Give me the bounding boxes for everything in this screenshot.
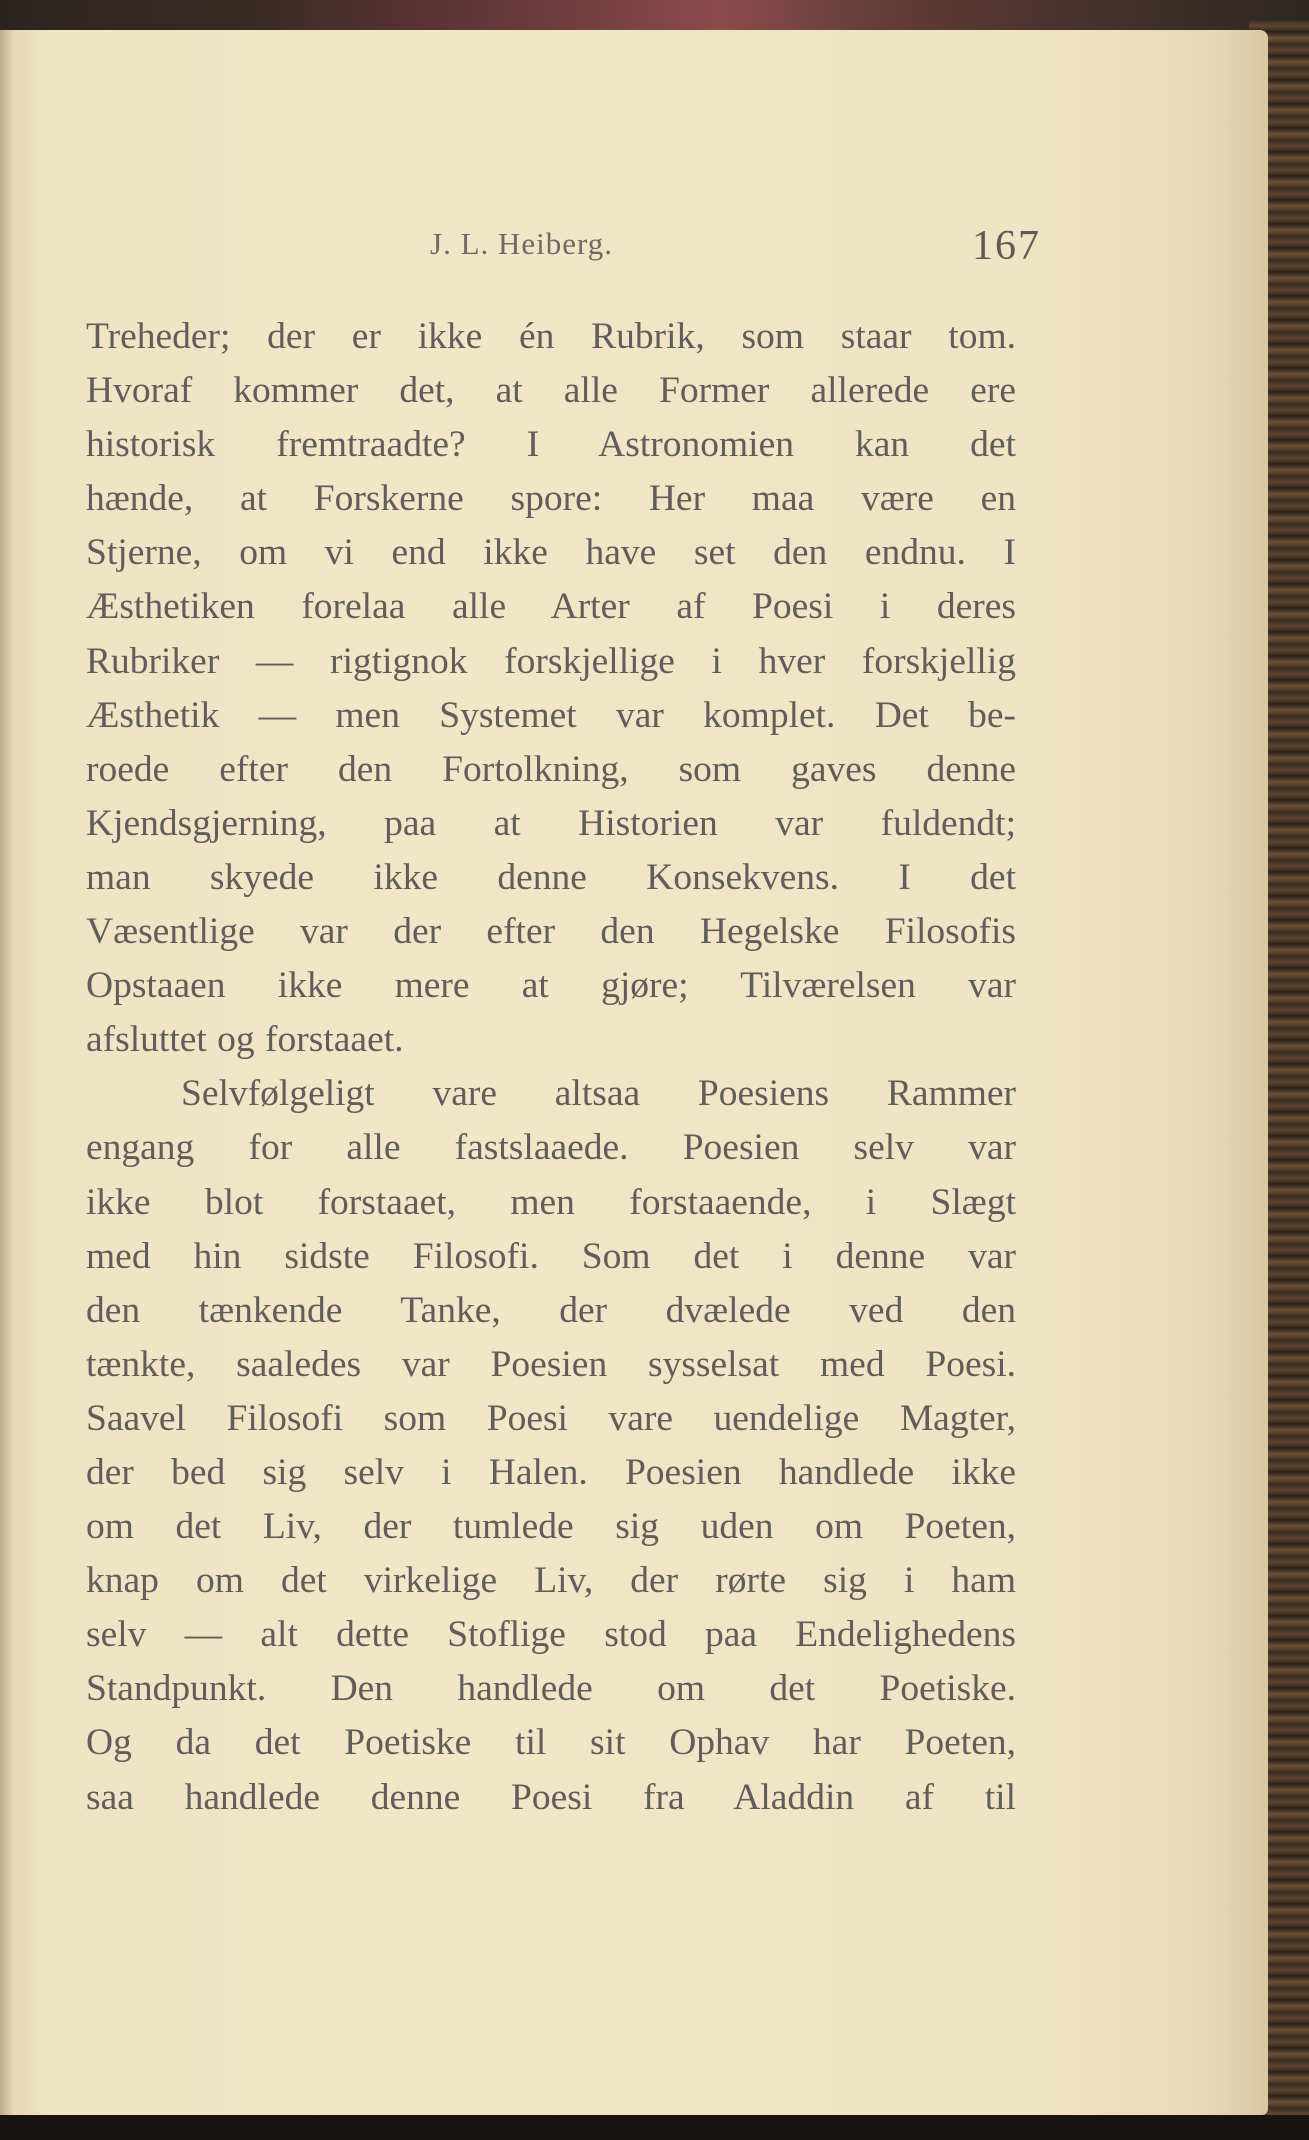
- text-line: afsluttet og forstaaet.: [86, 1019, 404, 1061]
- text-line: ikke blot forstaaet, men forstaaende, i Slægt: [86, 1181, 1016, 1223]
- text-line: Saavel Filosofi som Poesi vare uendelige Magter,: [86, 1397, 1016, 1439]
- text-line: Væsentlige var der efter den Hegelske Filosofis: [86, 911, 1016, 953]
- text-line: Treheder; der er ikke én Rubrik, som staar tom.: [86, 316, 1016, 357]
- body-text: [86, 310, 1016, 1825]
- text-line: man skyede ikke denne Konsekvens. I det: [86, 856, 1016, 898]
- text-line: Hvoraf kommer det, at alle Former allerede ere: [86, 370, 1016, 412]
- page-number: 167: [972, 223, 1041, 269]
- book-top-edge: [0, 0, 1309, 30]
- text-line: Stjerne, om vi end ikke have set den endnu. I: [86, 532, 1016, 574]
- text-line: Æsthetiken forelaa alle Arter af Poesi i deres: [86, 586, 1016, 628]
- text-line: den tænkende Tanke, der dvælede ved den: [86, 1289, 1016, 1331]
- running-head: [0, 222, 1268, 272]
- book-bottom-edge: [0, 2115, 1309, 2140]
- text-line: Standpunkt. Den handlede om det Poetiske.: [86, 1668, 1016, 1710]
- text-line: Og da det Poetiske til sit Ophav har Poeten,: [86, 1722, 1016, 1764]
- text-line: der bed sig selv i Halen. Poesien handlede ikke: [86, 1451, 1016, 1493]
- text-line: historisk fremtraadte? I Astronomien kan det: [86, 424, 1016, 466]
- text-line: Kjendsgjerning, paa at Historien var fuldendt;: [86, 802, 1016, 844]
- text-line: tænkte, saaledes var Poesien sysselsat med Poesi.: [86, 1343, 1016, 1385]
- text-line: Æsthetik — men Systemet var komplet. Det be-: [86, 694, 1016, 736]
- text-line: med hin sidste Filosofi. Som det i denne var: [86, 1235, 1016, 1277]
- text-line: Opstaaen ikke mere at gjøre; Tilværelsen var: [86, 965, 1016, 1007]
- text-line: Rubriker — rigtignok forskjellige i hver forskjellig: [86, 640, 1016, 682]
- gutter-shadow: [0, 30, 14, 2115]
- text-line: om det Liv, der tumlede sig uden om Poeten,: [86, 1506, 1016, 1548]
- text-line: selv — alt dette Stoflige stod paa Endelighedens: [86, 1614, 1016, 1656]
- text-line: knap om det virkelige Liv, der rørte sig i ham: [86, 1560, 1016, 1602]
- running-head-author: J. L. Heiberg.: [430, 226, 614, 261]
- text-line: hænde, at Forskerne spore: Her maa være en: [86, 478, 1016, 520]
- text-line: saa handlede denne Poesi fra Aladdin af til: [86, 1776, 1016, 1818]
- text-line: roede efter den Fortolkning, som gaves denne: [86, 748, 1016, 790]
- text-line: Selvfølgeligt vare altsaa Poesiens Rammer: [181, 1073, 1016, 1115]
- text-line: engang for alle fastslaaede. Poesien selv var: [86, 1127, 1016, 1169]
